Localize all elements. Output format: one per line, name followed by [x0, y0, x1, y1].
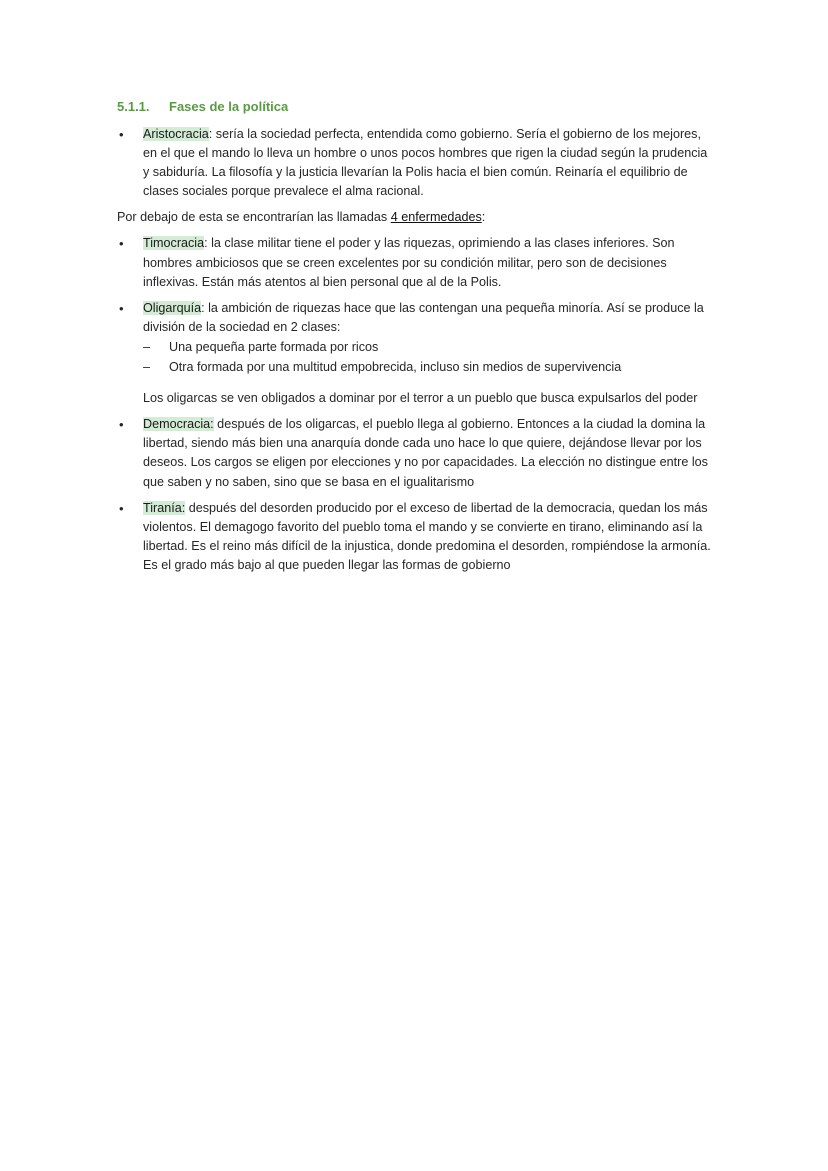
bullet-dot: •	[119, 127, 124, 142]
section-number: 5.1.1.	[117, 99, 150, 114]
bullet-dot: •	[119, 500, 124, 516]
document-body	[117, 125, 713, 582]
text-oligarquia: : la ambición de riquezas hace que las contengan una pequeña minoría. Así se produce la división de la sociedad en 2 clases:	[143, 300, 704, 334]
sub-item-text: Otra formada por una multitud empobrecida, incluso sin medios de supervivencia	[169, 360, 622, 375]
bullet-timocracia	[117, 234, 713, 291]
dash-marker: –	[143, 339, 151, 354]
sub-item-text: Una pequeña parte formada por ricos	[169, 339, 379, 354]
text-timocracia: : la clase militar tiene el poder y las riquezas, oprimiendo a las clases inferiores. Son hombres ambiciosos que se creen excelentes por su condición militar, pero son de decisiones inflexivas. Están más atentos al bien personal que al de la Polis.	[143, 236, 675, 289]
intro-paragraph	[117, 208, 713, 227]
dash-marker: –	[143, 360, 151, 375]
bullet-democracia	[117, 415, 713, 491]
bullet-oligarquia	[117, 299, 713, 408]
bullet-dot: •	[119, 300, 124, 316]
intro-enfermedades: 4 enfermedades	[390, 210, 482, 225]
bullet-tirania	[117, 499, 713, 575]
text-democracia: después de los oligarcas, el pueblo llega al gobierno. Entonces a la ciudad la domina la libertad, siendo más bien una anarquía donde cada uno hace lo que quiere, dejándose llevar por los deseos. Los cargos se eligen por elecciones y no por capacidades. La elección no distingue entre los que saben y no saben, sino que se basa en el igualitarismo	[143, 417, 708, 489]
intro-before: Por debajo de esta se encontrarían las llamadas	[117, 210, 391, 225]
list-item	[143, 358, 713, 377]
oligarquia-note: Los oligarcas se ven obligados a dominar por el terror a un pueblo que busca expulsarlos del poder	[143, 391, 698, 406]
bullet-dot: •	[119, 417, 124, 433]
term-democracia: Democracia:	[143, 417, 214, 432]
intro-after: :	[481, 210, 486, 225]
term-timocracia: Timocracia	[143, 236, 205, 251]
term-tirania: Tiranía:	[143, 500, 186, 515]
list-item	[143, 338, 713, 357]
text-aristocracia: : sería la sociedad perfecta, entendida como gobierno. Sería el gobierno de los mejores, en el que el mando lo lleva un hombre o unos pocos hombres que rigen la ciudad según la prudencia y sabiduría. La filosofía y la justicia llevarían la Polis hacia el bien común. Reinaría el equilibrio de clases sociales porque prevalece el alma racional.	[143, 127, 708, 199]
section-title: Fases de la política	[169, 99, 289, 114]
term-aristocracia: Aristocracia	[143, 127, 209, 141]
bullet-dot: •	[119, 236, 124, 252]
text-tirania: después del desorden producido por el exceso de libertad de la democracia, quedan los más violentos. El demagogo favorito del pueblo toma el mando y se convierte en tirano, eliminando así la libertad. Es el reino más difícil de la injustica, donde predomina el desorden, rompiéndose la armonía. Es el grado más bajo al que pueden llegar las formas de gobierno	[143, 500, 711, 572]
term-oligarquia: Oligarquía	[143, 300, 202, 315]
oligarquia-sublist	[143, 338, 713, 377]
bullet-aristocracia	[117, 125, 713, 201]
section-heading	[117, 99, 288, 114]
